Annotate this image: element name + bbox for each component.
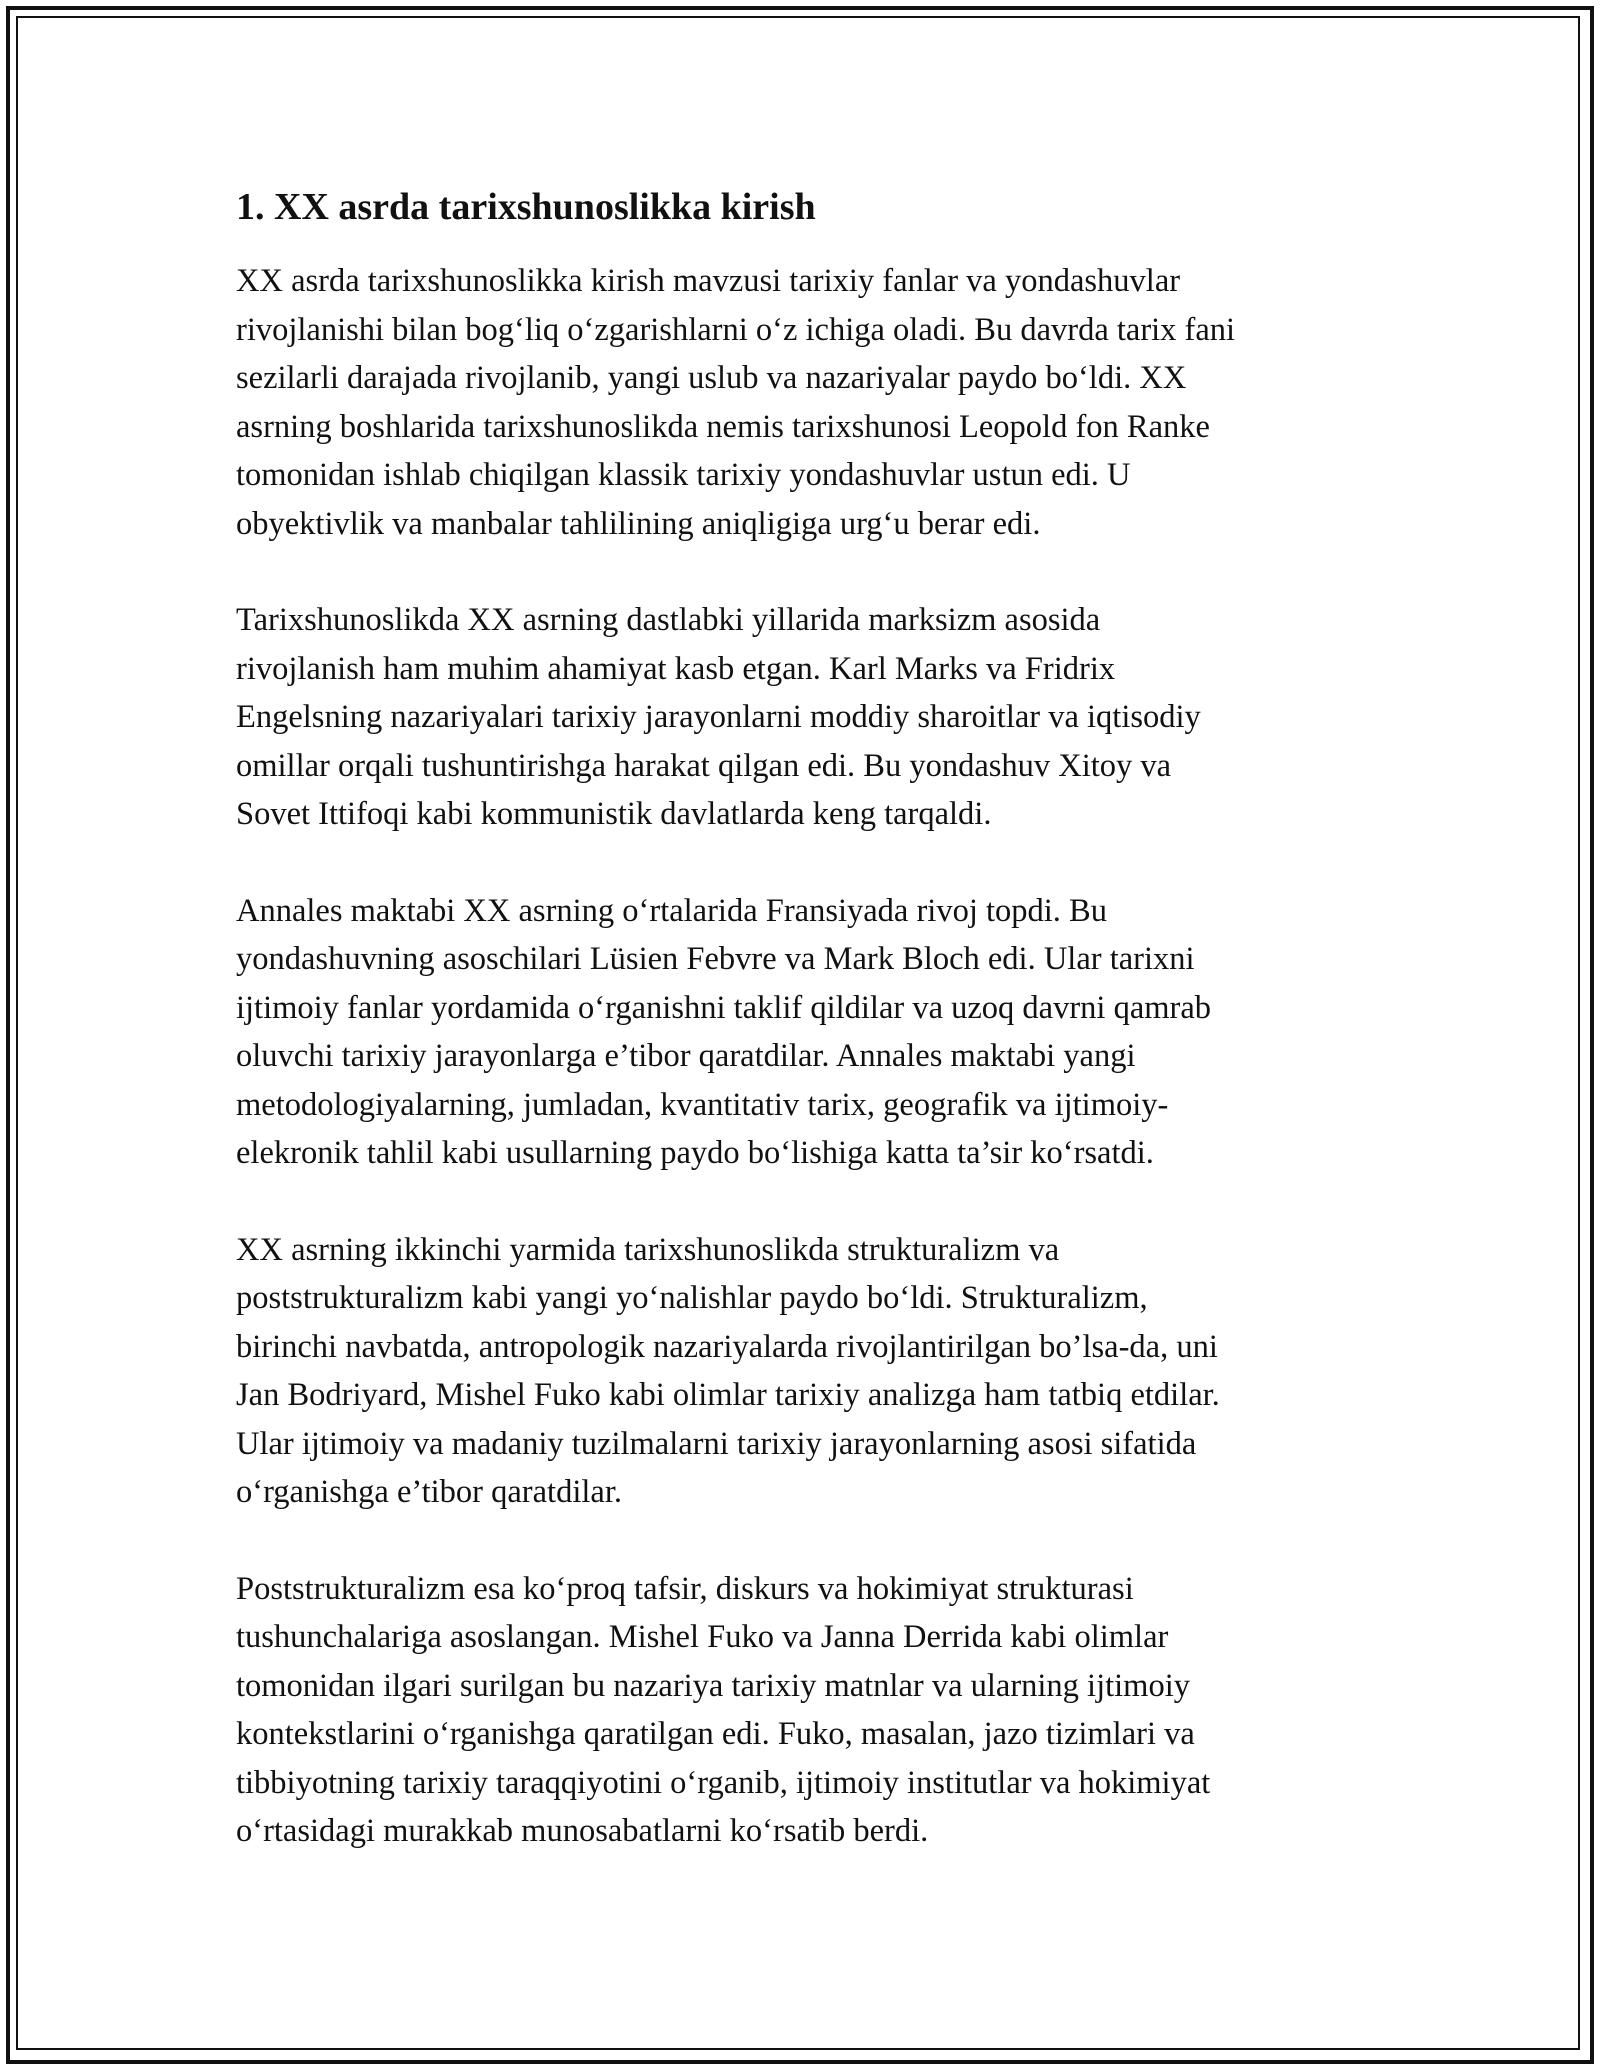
paragraph-3	[236, 887, 1366, 1178]
paragraph-line: o‘rtasidagi murakkab munosabatlarni ko‘rsatib berdi.	[236, 1813, 929, 1849]
paragraph-line: tibbiyotning tarixiy taraqqiyotini o‘rganib, ijtimoiy institutlar va hokimiyat	[236, 1764, 1211, 1801]
paragraph-line: poststrukturalizm kabi yangi yo‘nalishlar paydo bo‘ldi. Strukturalizm,	[236, 1280, 1148, 1316]
paragraph-line: Sovet Ittifoqi kabi kommunistik davlatlarda keng tarqaldi.	[236, 796, 992, 832]
paragraph-line: o‘rganishga e’tibor qaratdilar.	[236, 1474, 622, 1510]
paragraph-1	[236, 257, 1366, 548]
paragraph-line: Tarixshunoslikda XX asrning dastlabki yillarida marksizm asosida	[236, 602, 1101, 638]
paragraph-5	[236, 1565, 1366, 1856]
paragraph-line: tomonidan ishlab chiqilgan klassik tarixiy yondashuvlar ustun edi. U	[236, 457, 1131, 493]
paragraph-line: Ular ijtimoiy va madaniy tuzilmalarni tarixiy jarayonlarning asosi sifatida	[236, 1425, 1197, 1462]
paragraph-line: tomonidan ilgari surilgan bu nazariya tarixiy matnlar va ularning ijtimoiy	[236, 1667, 1190, 1704]
paragraph-line: asrning boshlarida tarixshunoslikda nemis tarixshunosi Leopold fon Ranke	[236, 408, 1210, 445]
paragraph-line: oluvchi tarixiy jarayonlarga e’tibor qaratdilar. Annales maktabi yangi	[236, 1038, 1136, 1074]
paragraph-line: XX asrda tarixshunoslikka kirish mavzusi tarixiy fanlar va yondashuvlar	[236, 263, 1181, 299]
paragraph-line: Engelsning nazariyalari tarixiy jarayonlarni moddiy sharoitlar va iqtisodiy	[236, 699, 1201, 735]
paragraph-line: ijtimoiy fanlar yordamida o‘rganishni taklif qildilar va uzoq davrni qamrab	[236, 989, 1212, 1026]
paragraph-line: rivojlanishi bilan bog‘liq o‘zgarishlarni o‘z ichiga oladi. Bu davrda tarix fani	[236, 311, 1236, 348]
paragraph-line: Annales maktabi XX asrning o‘rtalarida Fransiyada rivoj topdi. Bu	[236, 892, 1107, 929]
paragraph-2	[236, 596, 1366, 839]
paragraph-line: XX asrning ikkinchi yarmida tarixshunoslikda strukturalizm va	[236, 1231, 1060, 1268]
paragraph-line: rivojlanish ham muhim ahamiyat kasb etgan. Karl Marks va Fridrix	[236, 650, 1116, 687]
paragraph-line: Poststrukturalizm esa ko‘proq tafsir, diskurs va hokimiyat strukturasi	[236, 1570, 1134, 1607]
paragraph-line: sezilarli darajada rivojlanib, yangi uslub va nazariyalar paydo bo‘ldi. XX	[236, 360, 1187, 396]
paragraph-line: birinchi navbatda, antropologik nazariyalarda rivojlantirilgan bo’lsa-da, uni	[236, 1328, 1218, 1365]
paragraph-line: omillar orqali tushuntirishga harakat qilgan edi. Bu yondashuv Xitoy va	[236, 747, 1172, 784]
paragraph-line: elekronik tahlil kabi usullarning paydo bo‘lishiga katta ta’sir ko‘rsatdi.	[236, 1135, 1154, 1171]
page-title: 1. XX asrda tarixshunoslikka kirish	[236, 186, 816, 228]
paragraph-line: Jan Bodriyard, Mishel Fuko kabi olimlar tarixiy analizga ham tatbiq etdilar.	[236, 1377, 1220, 1413]
paragraph-line: metodologiyalarning, jumladan, kvantitativ tarix, geografik va ijtimoiy-	[236, 1086, 1169, 1123]
paragraph-line: kontekstlarini o‘rganishga qaratilgan edi. Fuko, masalan, jazo tizimlari va	[236, 1716, 1195, 1752]
paragraph-line: obyektivlik va manbalar tahlilining aniqligiga urg‘u berar edi.	[236, 505, 1041, 542]
paragraph-line: tushunchalariga asoslangan. Mishel Fuko va Janna Derrida kabi olimlar	[236, 1619, 1169, 1655]
document-body	[236, 183, 1366, 1904]
paragraph-line: yondashuvning asoschilari Lüsien Febvre va Mark Bloch edi. Ular tarixni	[236, 941, 1195, 977]
paragraph-4	[236, 1226, 1366, 1517]
